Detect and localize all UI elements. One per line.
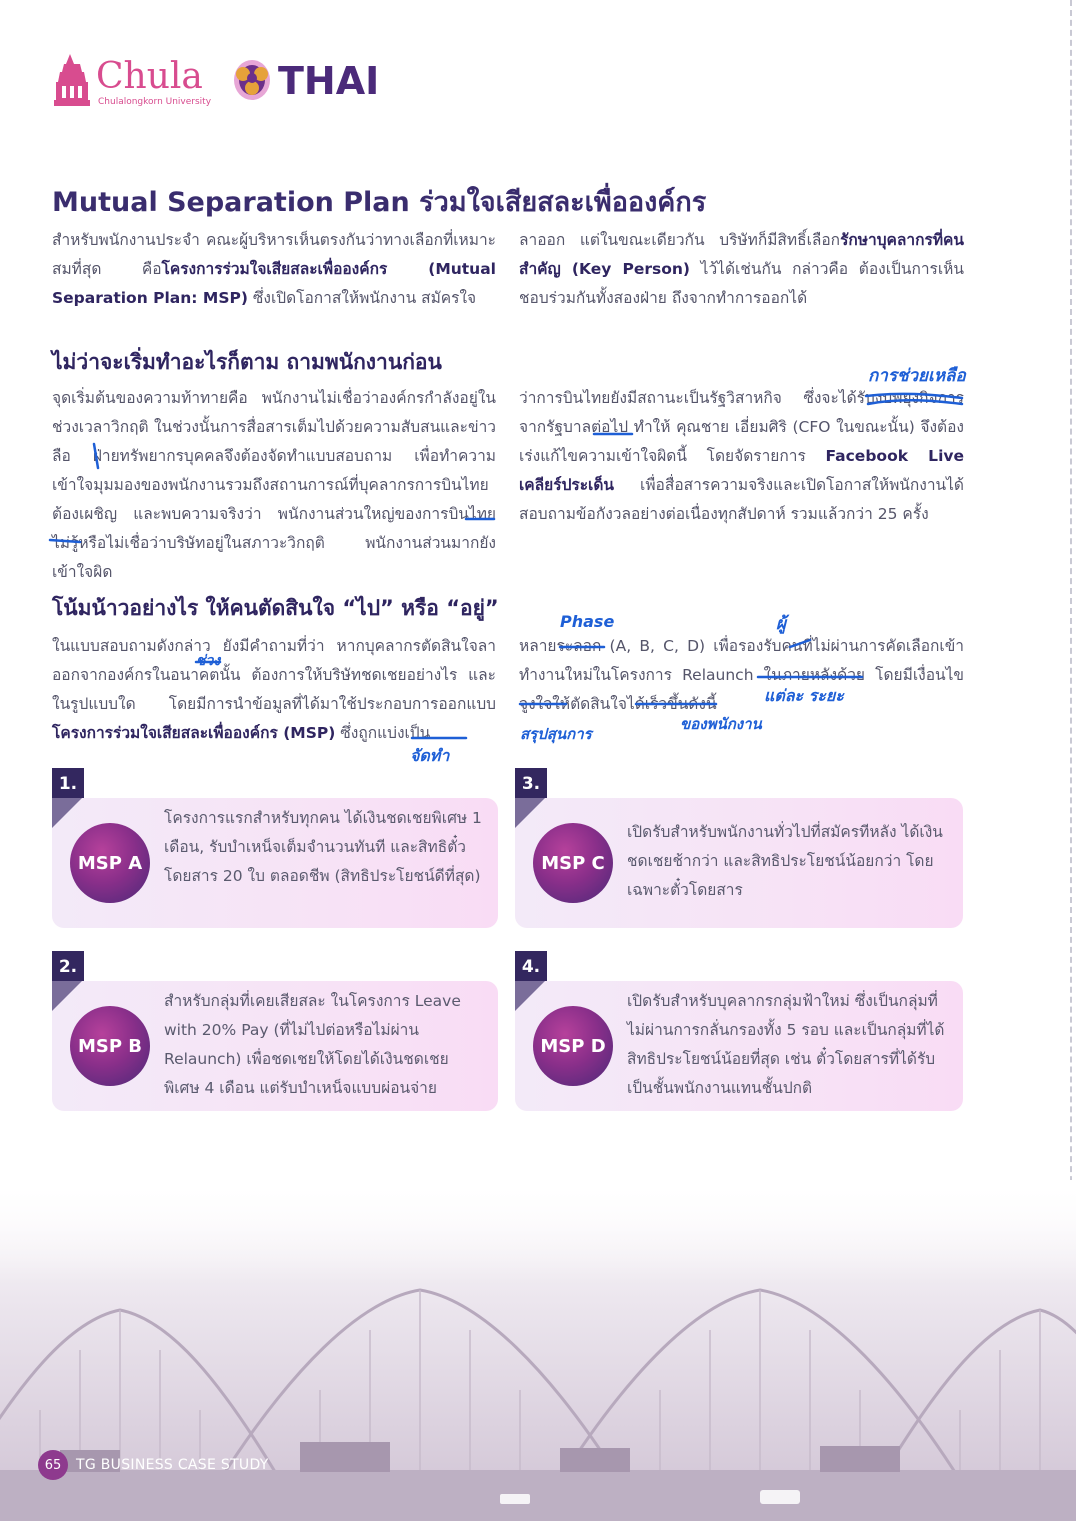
msp-c-description: เปิดรับสำหรับพนักงานทั่วไปที่สมัครทีหลัง ได้เงินชดเชยช้ากว่า และสิทธิประโยชน์น้อยกว่า โดยเฉพาะตั๋วโดยสาร: [627, 823, 943, 899]
card-corner-triangle: [52, 798, 82, 828]
msp-c-badge: MSP C: [533, 823, 613, 903]
card-4-number: 4.: [515, 951, 547, 983]
msp-b-badge: MSP B: [70, 1006, 150, 1086]
msp-d-description: เปิดรับสำหรับบุคลากรกลุ่มฟ้าใหม่ ซึ่งเป็นกลุ่มที่ไม่ผ่านการกลั่นกรองทั้ง 5 รอบ และเป็นกลุ่มที่ได้สิทธิประโยชน์น้อยที่สุด เช่น ตั๋วโดยสารที่ได้รับเป็นชั้นพนักงานแทนชั้นปกติ: [627, 992, 945, 1097]
annotation-period: ช่วง: [196, 653, 221, 669]
card-3-number: 3.: [515, 768, 547, 800]
msp-d-card: [515, 981, 963, 1111]
msp-b-card: [52, 981, 498, 1111]
msp-b-description: สำหรับกลุ่มที่เคยเสียสละ ในโครงการ Leave with 20% Pay (ที่ไม่ไปต่อหรือไม่ผ่าน Relaunch) เพื่อชดเชยให้โดยได้เงินชดเชยพิเศษ 4 เดือน แต่รับบำเหน็จแบบผ่อนจ่าย: [164, 992, 461, 1097]
annotation-prepared: จัดทำ: [410, 746, 450, 765]
thai-airways-logo: [230, 50, 410, 110]
thai-wordmark: THAI: [278, 59, 380, 103]
section2-left-paragraph: ในแบบสอบถามดังกล่าว ยังมีคำถามที่ว่า หากบุคลากรตัดสินใจลาออกจากองค์กรในอนาคตนั้น ต้องการให้บริษัทชดเชยอย่างไร และในรูปแบบใด โดยมีการนำข้อมูลที่ได้มาใช้ประกอบการออกแบบโครงการร่วมใจเสียสละเพื่อองค์กร (MSP) ซึ่งถูกแบ่งเป็น: [52, 637, 496, 742]
section2-heading: โน้มน้าวอย่างไร ให้คนตัดสินใจ “ไป” หรือ “อยู่”: [52, 596, 499, 620]
annotation-summary: สรุปสุนการ: [520, 725, 592, 743]
chula-logo: [52, 50, 212, 110]
section2-right-paragraph: หลายระลอก (A, B, C, D) เพื่อรองรับคนที่ไม่ผ่านการคัดเลือกเข้าทำงานใหม่ในโครงการ Relaunch ในภายหลังด้วย โดยมีเงื่อนไขจูงใจให้ตัดสินใจได้เร็วขึ้นดังนี้: [519, 637, 964, 713]
page-footer: [38, 1450, 269, 1480]
page-title: Mutual Separation Plan ร่วมใจเสียสละเพื่อองค์กร: [52, 187, 707, 218]
chula-wordmark: Chula: [96, 56, 203, 97]
annotation-phase: Phase: [560, 612, 615, 631]
chula-subtitle: Chulalongkorn University: [98, 97, 212, 107]
card-corner-triangle: [515, 981, 545, 1011]
msp-a-description: โครงการแรกสำหรับทุกคน ได้เงินชดเชยพิเศษ 1 เดือน, รับบำเหน็จเต็มจำนวนทันที และสิทธิตั๋วโดยสาร 20 ใบ ตลอดชีพ (สิทธิประโยชน์ดีที่สุด): [164, 809, 482, 885]
annotation-each-stage: แต่ละ ระยะ: [764, 686, 844, 705]
msp-d-badge: MSP D: [533, 1006, 613, 1086]
card-corner-triangle: [52, 981, 82, 1011]
annotation-assistance: การช่วยเหลือ: [868, 366, 966, 386]
card-1-number: 1.: [52, 768, 84, 800]
msp-a-badge: MSP A: [70, 823, 150, 903]
footer-publication-title: TG BUSINESS CASE STUDY: [76, 1457, 269, 1473]
section1-heading: ไม่ว่าจะเริ่มทำอะไรก็ตาม ถามพนักงานก่อน: [52, 350, 442, 374]
intro-right-paragraph: ลาออก แต่ในขณะเดียวกัน บริษัทก็มีสิทธิ์เลือกรักษาบุคลากรที่คนสำคัญ (Key Person) ไว้ได้เช่นกัน กล่าวคือ ต้องเป็นการเห็นชอบร่วมกันทั้งสองฝ่าย ถึงจากทำการออกได้: [519, 231, 964, 307]
section1-right-paragraph: ว่าการบินไทยยังมีสถานะเป็นรัฐวิสาหกิจ ซึ่งจะได้รับงบพยุงกิจการจากรัฐบาลต่อไป ทำให้ คุณชาย เอี่ยมศิริ (CFO ในขณะนั้น) จึงต้องเร่งแก้ไขความเข้าใจผิดนี้ โดยจัดรายการ Facebook Live เคลียร์ประเด็น เพื่อสื่อสารความจริงและเปิดโอกาสให้พนักงานได้สอบถามข้อกังวลอย่างต่อเนื่องทุกสัปดาห์ รวมแล้วกว่า 25 ครั้ง: [519, 389, 964, 523]
annotation-of-employees: ของพนักงาน: [680, 715, 762, 733]
intro-left-paragraph: สำหรับพนักงานประจำ คณะผู้บริหารเห็นตรงกันว่าทางเลือกที่เหมาะสมที่สุด คือโครงการร่วมใจเสียสละเพื่อองค์กร (Mutual Separation Plan: MSP) ซึ่งเปิดโอกาสให้พนักงาน สมัครใจ: [52, 231, 496, 307]
msp-a-card: [52, 798, 498, 928]
card-2-number: 2.: [52, 951, 84, 983]
section1-left-paragraph: จุดเริ่มต้นของความท้าทายคือ พนักงานไม่เชื่อว่าองค์กรกำลังอยู่ในช่วงเวลาวิกฤติ ในช่วงนั้นการสื่อสารเต็มไปด้วยความสับสนและข่าวลือ ฝ่ายทรัพยากรบุคคลจึงต้องจัดทำแบบสอบถาม เพื่อทำความเข้าใจมุมมองของพนักงานรวมถึงสถานการณ์ที่บุคลากรการบินไทยต้องเผชิญ และพบความจริงว่า พนักงานส่วนใหญ่ของการบินไทยไม่รู้หรือไม่เชื่อว่าบริษัทอยู่ในสภาวะวิกฤติ พนักงานส่วนมากยังเข้าใจผิด: [52, 389, 496, 581]
annotation-person: ผู้: [776, 614, 786, 634]
msp-c-card: [515, 798, 963, 928]
page-number: 65: [38, 1450, 68, 1480]
card-corner-triangle: [515, 798, 545, 828]
